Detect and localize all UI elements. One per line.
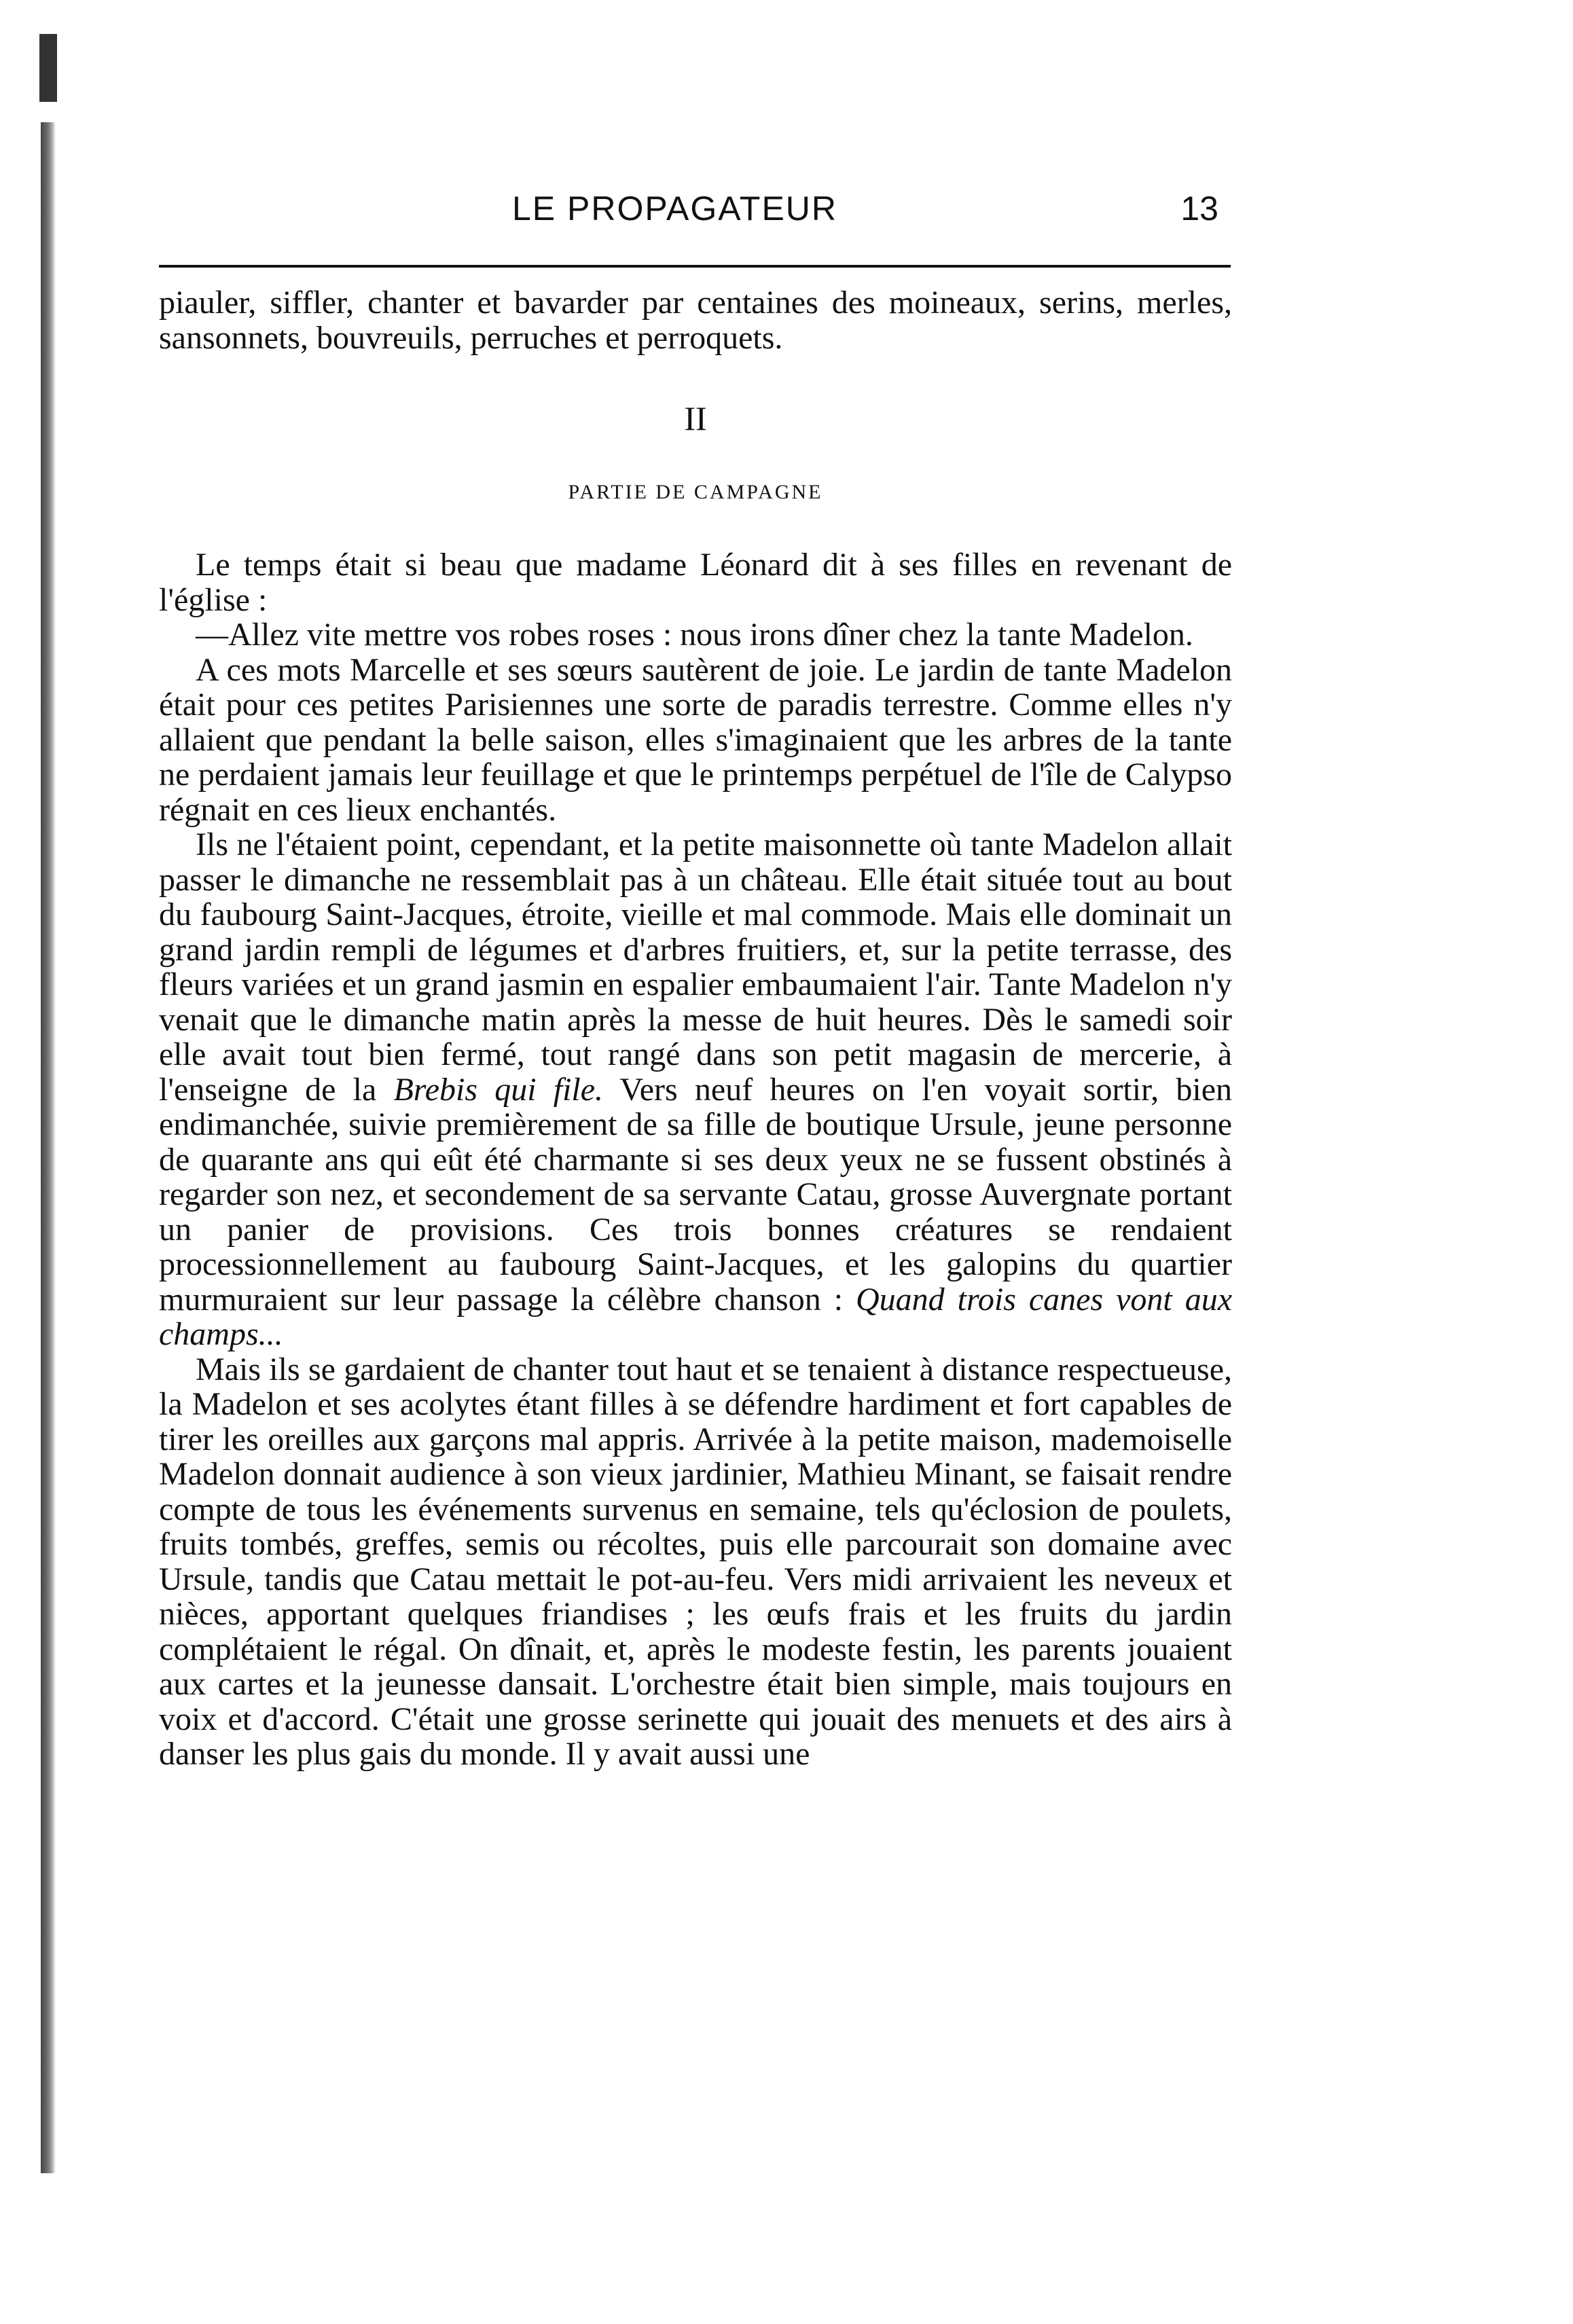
header-rule bbox=[159, 265, 1231, 268]
paragraph: A ces mots Marcelle et ses sœurs sautèrent de joie. Le jardin de tante Madelon était pour ces petites Parisiennes une sorte de paradis terrestre. Comme elles n'y allaient que pendant la belle saison, elles s'imaginaient que les arbres de la tante ne perdaient jamais leur feuillage et que le printemps perpétuel de l'île de Calypso régnait en ces lieux enchantés. bbox=[159, 651, 1232, 828]
intro-paragraph: piauler, siffler, chanter et bavarder par centaines des moineaux, serins, merles, sansonnets, bouvreuils, perruches et perroquets. bbox=[159, 285, 1232, 356]
binding-shadow bbox=[41, 122, 56, 2173]
page-number: 13 bbox=[1180, 189, 1218, 228]
paragraph bbox=[159, 827, 1232, 1352]
paragraph-text: Vers neuf heures on l'en voyait sortir, bien endimanchée, suivie premièrement de sa fille de boutique Ursule, jeune personne de quarante ans qui eût été charmante si ses deux yeux ne se fussent obstinés à regarder son nez, et secondement de sa servante Catau, grosse Auvergnate portant un panier de provisions. Ces trois bonnes créatures se rendaient processionnellement au faubourg Saint-Jacques, et les galopins du quartier murmuraient sur leur passage la célèbre chanson : bbox=[159, 1071, 1232, 1318]
paragraph-text: Ils ne l'étaient point, cependant, et la petite maisonnette où tante Madelon allait passer le dimanche ne ressemblait pas à un château. Elle était située tout au bout du faubourg Saint-Jacques, étroite, vieille et mal commode. Mais elle dominait un grand jardin rempli de légumes et d'arbres fruitiers, et, sur la petite terrasse, des fleurs variées et un grand jasmin en espalier embaumaient l'air. Tante Madelon n'y venait que le dimanche matin après la messe de huit heures. Dès le samedi soir elle avait tout bien fermé, tout rangé dans son petit magasin de mercerie, à l'enseigne de la bbox=[159, 827, 1232, 1108]
paragraph: —Allez vite mettre vos robes roses : nous irons dîner chez la tante Madelon. bbox=[196, 617, 1193, 653]
shop-sign-italic: Brebis qui file. bbox=[393, 1071, 604, 1108]
binding-shadow-top bbox=[39, 34, 57, 102]
section-title: PARTIE DE CAMPAGNE bbox=[568, 480, 823, 503]
running-header bbox=[159, 175, 1231, 230]
paragraph: Le temps était si beau que madame Léonard dit à ses filles en revenant de l'église : bbox=[159, 547, 1232, 618]
running-title: LE PROPAGATEUR bbox=[512, 189, 838, 228]
song-title-italic: Quand trois canes vont aux champs... bbox=[159, 1281, 1232, 1352]
section-number: II bbox=[684, 399, 707, 437]
paragraph: Mais ils se gardaient de chanter tout haut et se tenaient à distance respectueuse, la Madelon et ses acolytes étant filles à se défendre hardiment et fort capables de tirer les oreilles aux garçons mal appris. Arrivée à la petite maison, mademoiselle Madelon donnait audience à son vieux jardinier, Mathieu Minant, se faisait rendre compte de tous les événements survenus en semaine, tels qu'éclosion de poulets, fruits tombés, greffes, semis ou récoltes, puis elle parcourait son domaine avec Ursule, tandis que Catau mettait le pot-au-feu. Vers midi arrivaient les neveux et nièces, apportant quelques friandises ; les œufs frais et les fruits du jardin complétaient le régal. On dînait, et, après le modeste festin, les parents jouaient aux cartes et la jeunesse dansait. L'orchestre était bien simple, mais toujours en voix et d'accord. C'était une grosse serinette qui jouait des menuets et des airs à danser les plus gais du monde. Il y avait aussi une bbox=[159, 1351, 1232, 1772]
page-body bbox=[159, 285, 1232, 1772]
